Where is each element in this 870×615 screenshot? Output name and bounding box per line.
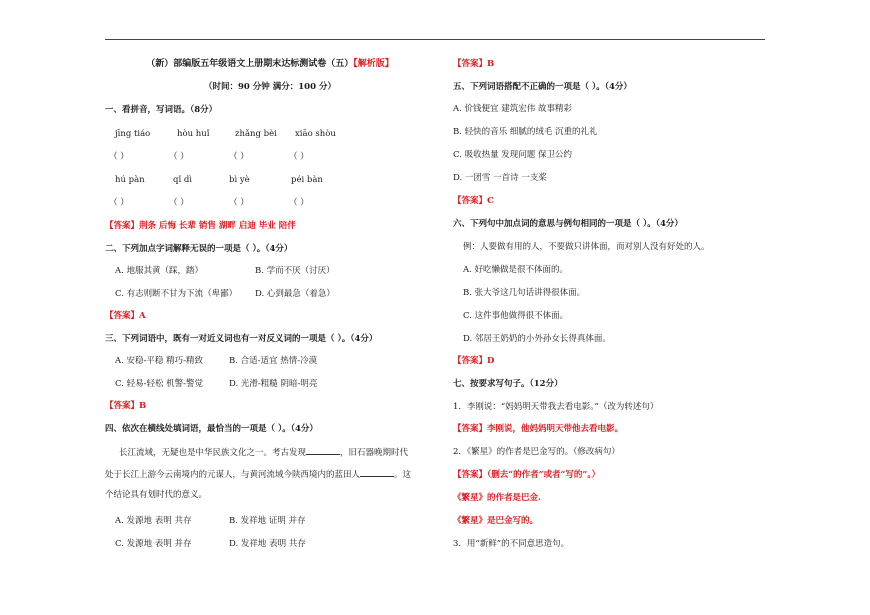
- q7-title: 七、按要求写句子。（12分）: [453, 379, 563, 389]
- q2-option-a: A. 地服其黄（踩，踏）: [115, 266, 204, 276]
- q1-pinyin-5: hú pàn: [115, 175, 145, 185]
- q4-title: 四、依次在横线处填词语，最恰当的一项是（ ）。（4分）: [105, 424, 318, 434]
- q2-title: 二、下列加点字词解释无误的一项是（ ）。（4分）: [105, 244, 293, 254]
- q2-option-b: B. 学而不厌（讨厌）: [255, 266, 335, 276]
- q1-blank: （ ）: [289, 152, 309, 162]
- q2-option-c: C. 有志则断不甘为下流（卑鄙）: [115, 289, 238, 299]
- q6-example: 例：人要做有用的人，不要做只讲体面，而对别人没有好处的人。: [463, 242, 710, 252]
- q2-answer: 【答案】A: [105, 311, 146, 321]
- q3-option-c: C. 轻易-轻松 机警-警觉: [115, 379, 204, 389]
- q5-option-b: B. 轻快的音乐 细腻的绒毛 沉重的礼礼: [453, 127, 598, 137]
- q1-pinyin-2: hòu huǐ: [177, 129, 210, 139]
- q7-answer-2: 【答案】（删去“的作者”或者“写的”。）: [453, 470, 601, 480]
- q1-title: 一、看拼音，写词语。（8分）: [105, 105, 218, 115]
- q1-blank: （ ）: [169, 198, 189, 208]
- q6-option-c: C. 这件事他做得很不体面。: [463, 311, 569, 321]
- q7-answer-1: 【答案】李刚说，他妈妈明天带他去看电影。: [453, 424, 624, 434]
- q5-option-d: D. 一团雪 一首诗 一支桨: [453, 173, 547, 183]
- document-subtitle: （时间：90 分钟 满分：100 分）: [204, 82, 336, 92]
- q4-option-b: B. 发祥地 证明 并存: [229, 516, 306, 526]
- q1-blank: （ ）: [109, 152, 129, 162]
- q1-blank: （ ）: [169, 152, 189, 162]
- q4-passage-line-2: 处于长江上游今云南境内的元谋人，与黄河流域今陕西境内的蓝田人 。这: [105, 467, 411, 481]
- q1-pinyin-4: xiāo shòu: [295, 129, 336, 139]
- q4-answer: 【答案】B: [453, 59, 495, 69]
- q2-option-d: D. 心到最急（着急）: [255, 289, 335, 299]
- q3-option-d: D. 光滑-粗糙 阴暗-明亮: [229, 379, 318, 389]
- q1-pinyin-1: jīng tiáo: [115, 129, 151, 139]
- q5-option-a: A. 价钱便宜 建筑宏伟 故事精彩: [453, 104, 572, 114]
- q3-option-a: A. 安稳-平稳 精巧-精致: [115, 356, 203, 366]
- q4-option-c: C. 发源地 表明 并存: [115, 539, 192, 549]
- q6-answer: 【答案】D: [453, 356, 495, 366]
- q7-answer-2c: 《繁星》是巴金写的。: [453, 516, 539, 526]
- q7-sentence-3: 3．用“新鲜”的不同意思造句。: [453, 539, 570, 549]
- q1-pinyin-3: zhǎng bèi: [235, 129, 277, 139]
- q1-blank: （ ）: [229, 198, 249, 208]
- q1-answer: 【答案】荆条 后悔 长辈 销售 湖畔 启迪 毕业 陪伴: [105, 221, 296, 231]
- q3-answer: 【答案】B: [105, 401, 147, 411]
- q5-title: 五、下列词语搭配不正确的一项是（ ）。（4分）: [453, 82, 632, 92]
- q1-pinyin-7: bì yè: [229, 175, 250, 185]
- q1-pinyin-8: péi bàn: [291, 175, 323, 185]
- q6-option-a: A. 好吃懒做是很不体面的。: [463, 265, 569, 275]
- q1-blank: （ ）: [109, 198, 129, 208]
- q6-option-d: D. 邻居王奶奶的小外孙女长得真体面。: [463, 334, 611, 344]
- q5-option-c: C. 吸收热量 发现问题 保卫公约: [453, 150, 573, 160]
- q3-title: 三、下列词语中，既有一对近义词也有一对反义词的一项是（ ）。（4分）: [105, 334, 378, 344]
- document-title: （新）部编版五年级语文上册期末达标测试卷（五）【解析版】: [146, 59, 394, 69]
- q5-answer: 【答案】C: [453, 196, 494, 206]
- q7-sentence-2: 2．《繁星》的作者是巴金写的。（修改病句）: [453, 447, 620, 457]
- q1-pinyin-6: qǐ dì: [173, 175, 193, 185]
- q7-sentence-1: 1．李刚说：“妈妈明天带我去看电影。”（改为转述句）: [453, 402, 659, 412]
- q6-title: 六、下列句中加点词的意思与例句相同的一项是（ ）。（4分）: [453, 219, 683, 229]
- q4-passage-line-1: 长江流域，无疑也是中华民族文化之一。考古发现 ，旧石器晚期时代: [119, 445, 408, 459]
- q4-passage-line-3: 个结论具有划时代的意义。: [105, 490, 208, 500]
- q6-option-b: B. 张大爷这几句话讲得很体面。: [463, 288, 586, 298]
- header-rule: [105, 39, 765, 40]
- q7-answer-2b: 《繁星》的作者是巴金.: [453, 493, 541, 503]
- q4-option-a: A. 发源地 表明 共存: [115, 516, 192, 526]
- q1-blank: （ ）: [229, 152, 249, 162]
- q3-option-b: B. 合适-适宜 热情-冷漠: [229, 356, 318, 366]
- q4-option-d: D. 发祥地 表明 共存: [229, 539, 306, 549]
- q1-blank: （ ）: [289, 198, 309, 208]
